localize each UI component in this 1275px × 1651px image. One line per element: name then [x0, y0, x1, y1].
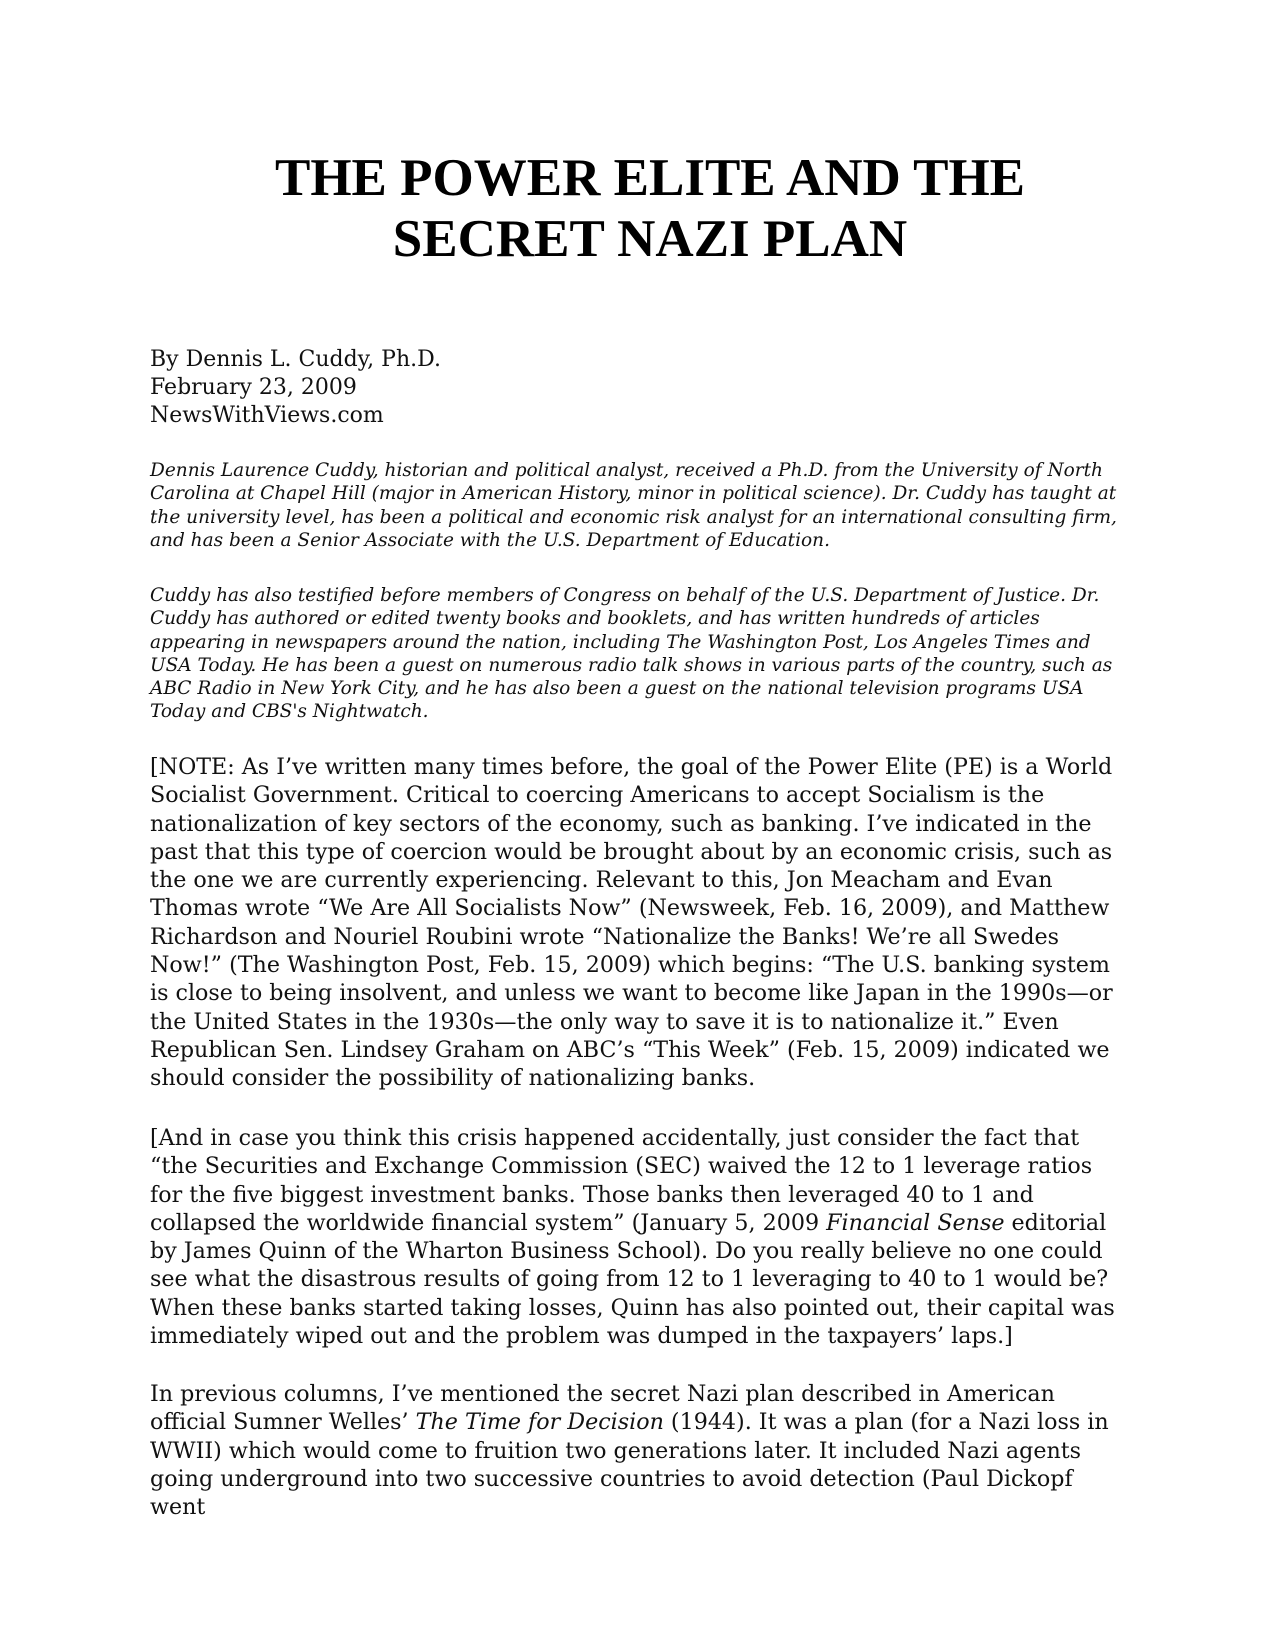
- body-paragraph-1: [NOTE: As I’ve written many times before, the goal of the Power Elite (PE) is a World Socialist Government. Critical to coercing Americans to accept Socialism is the nationalization of key sectors of the economy, such as banking. I’ve indicated in the past that this type of coercion would be brought about by an economic crisis, such as the one we are currently experiencing. Relevant to this, Jon Meacham and Evan Thomas wrote “We Are All Socialists Now” (Newsweek, Feb. 16, 2009), and Matthew Richardson and Nouriel Roubini wrote “Nationalize the Banks! We’re all Swedes Now!” (The Washington Post, Feb. 15, 2009) which begins: “The U.S. banking system is close to being insolvent, and unless we want to become like Japan in the 1990s—or the United States in the 1930s—the only way to save it is to nationalize it.” Even Republican Sen. Lindsey Graham on ABC’s “This Week” (Feb. 15, 2009) indicated we should consider the possibility of nationalizing banks.: [150, 754, 1113, 1092]
- work-title-financial-sense: Financial Sense: [826, 1209, 1005, 1236]
- byline: [150, 346, 1130, 430]
- title-line-1: THE POWER ELITE AND THE: [274, 149, 1026, 207]
- body-paragraph-3-text-b: (1944). It was a plan (for a Nazi loss in WWII) which would come to fruition two generations later. It included Nazi agents going underground into two successive countries to avoid detection (Paul Dickopf went: [150, 1409, 1109, 1521]
- author-name: By Dennis L. Cuddy, Ph.D.: [150, 347, 441, 372]
- body-paragraph-2-text-a: [And in case you think this crisis happened accidentally, just consider the fact that “the Securities and Exchange Commission (SEC) waived the 12 to 1 leverage ratios for the five biggest investment banks. Those banks then leveraged 40 to 1 and collapsed the worldwide financial system” (January 5, 2009: [150, 1125, 1093, 1236]
- author-bio-paragraph-1: Dennis Laurence Cuddy, historian and political analyst, received a Ph.D. from the University of North Carolina at Chapel Hill (major in American History, minor in political science). Dr. Cuddy has taught at the university level, has been a political and economic risk analyst for an international consulting firm, and has been a Senior Associate with the U.S. Department of Education.: [150, 460, 1117, 551]
- author-bio-paragraph-2: Cuddy has also testified before members of Congress on behalf of the U.S. Department of Justice. Dr. Cuddy has authored or edited twenty books and booklets, and has written hundreds of articles appearing in newspapers around the nation, including The Washington Post, Los Angeles Times and USA Today. He has been a guest on numerous radio talk shows in various parts of the country, such as ABC Radio in New York City, and he has also been a guest on the national television programs USA Today and CBS's Nightwatch.: [150, 585, 1113, 723]
- body-paragraph-2: [150, 1124, 1125, 1350]
- work-title-time-for-decision: The Time for Decision: [415, 1409, 664, 1436]
- source-name: NewsWithViews.com: [150, 403, 384, 428]
- body-paragraph-2-text-b: editorial by James Quinn of the Wharton Business School). Do you really believe no one could see what the disastrous results of going from 12 to 1 leveraging to 40 to 1 would be? When these banks started taking losses, Quinn has also pointed out, their capital was immediately wiped out and the problem was dumped in the taxpayers’ laps.]: [150, 1209, 1115, 1350]
- publication-date: February 23, 2009: [150, 375, 357, 400]
- body-paragraph-3-text-a: In previous columns, I’ve mentioned the secret Nazi plan described in American official Sumner Welles’: [150, 1381, 1055, 1436]
- body-paragraph-3: [150, 1380, 1125, 1521]
- title-line-2: SECRET NAZI PLAN: [392, 210, 908, 268]
- page-title: [150, 148, 1150, 270]
